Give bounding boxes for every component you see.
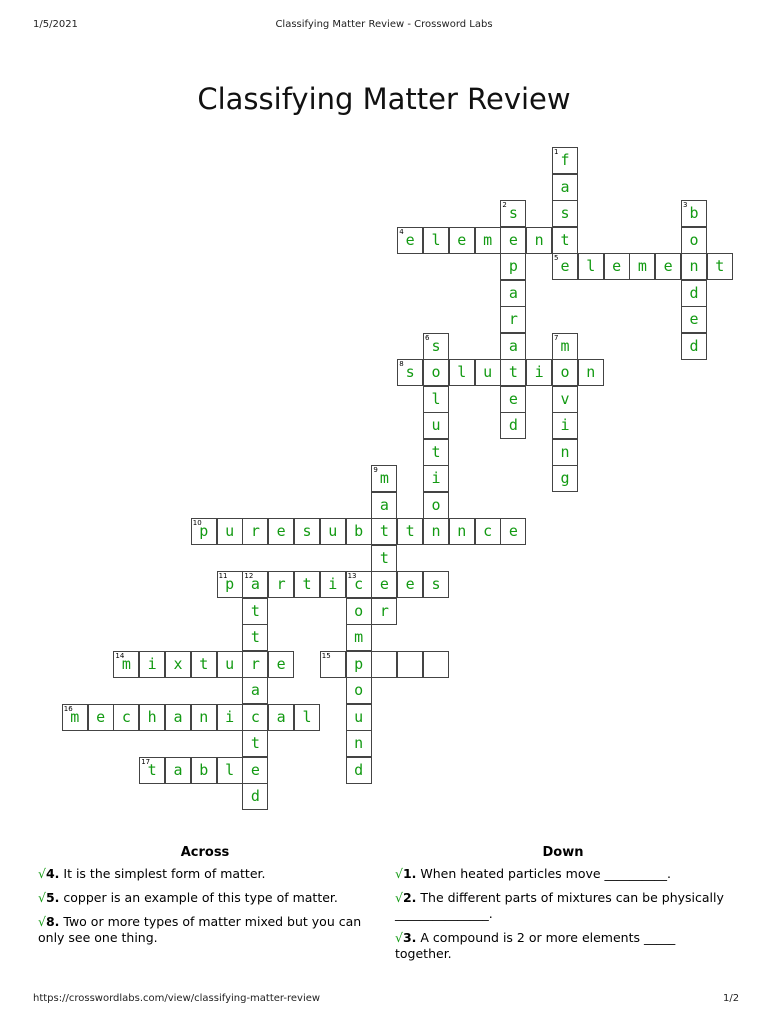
cell-letter: u xyxy=(354,707,364,726)
cell-letter: l xyxy=(431,389,441,408)
across-clues xyxy=(38,866,373,954)
crossword-cell[interactable] xyxy=(268,704,294,731)
crossword-cell[interactable] xyxy=(449,227,475,254)
cell-letter: i xyxy=(147,654,157,673)
crossword-cell[interactable] xyxy=(242,651,268,678)
crossword-cell[interactable] xyxy=(552,147,578,174)
cell-letter: c xyxy=(121,707,131,726)
crossword-cell[interactable] xyxy=(681,227,707,254)
crossword-cell[interactable] xyxy=(475,518,501,545)
crossword-cell[interactable] xyxy=(449,518,475,545)
cell-letter: e xyxy=(96,707,106,726)
across-heading: Across xyxy=(180,845,230,860)
cell-letter: s xyxy=(508,204,518,222)
cell-letter: t xyxy=(250,601,260,620)
cell-letter: d xyxy=(250,787,260,805)
cell-letter: i xyxy=(431,469,441,487)
crossword-cell[interactable] xyxy=(346,677,372,704)
crossword-cell[interactable] xyxy=(552,174,578,201)
cell-letter: t xyxy=(147,760,157,779)
crossword-cell[interactable] xyxy=(242,518,268,545)
clue-number-label: 2 xyxy=(502,201,507,209)
crossword-cell[interactable] xyxy=(242,571,268,598)
crossword-cell[interactable] xyxy=(217,757,243,784)
crossword-cell[interactable] xyxy=(371,571,397,598)
clue-text: It is the simplest form of matter. xyxy=(59,866,266,881)
cell-letter: s xyxy=(431,336,441,355)
crossword-cell[interactable] xyxy=(320,571,346,598)
cell-letter: e xyxy=(276,522,286,540)
cell-letter: m xyxy=(560,336,570,355)
crossword-cell[interactable] xyxy=(371,598,397,625)
crossword-cell[interactable] xyxy=(346,518,372,545)
clue-number-label: 16 xyxy=(63,704,73,713)
crossword-cell[interactable] xyxy=(423,492,449,519)
crossword-cell[interactable] xyxy=(552,386,578,413)
cell-letter: d xyxy=(689,336,699,355)
crossword-cell[interactable] xyxy=(113,651,139,678)
cell-letter: i xyxy=(225,707,235,726)
clue-number-label: 8 xyxy=(399,360,404,368)
cell-letter: e xyxy=(560,257,570,275)
cell-letter: a xyxy=(173,760,183,779)
footer-url: https://crosswordlabs.com/view/classifying-matter-review xyxy=(33,993,321,1004)
crossword-cell[interactable] xyxy=(139,651,165,678)
crossword-cell[interactable] xyxy=(500,359,526,386)
cell-letter: s xyxy=(302,522,312,540)
crossword-cell[interactable] xyxy=(242,730,268,757)
check-mark-icon: √ xyxy=(38,890,46,905)
cell-letter: l xyxy=(586,257,596,275)
crossword-cell[interactable] xyxy=(62,704,88,731)
crossword-cell[interactable] xyxy=(397,359,423,386)
cell-letter: p xyxy=(225,575,235,593)
cell-letter: m xyxy=(637,257,647,275)
cell-letter: c xyxy=(250,707,260,726)
clue-across-5 xyxy=(38,890,373,906)
crossword-cell[interactable] xyxy=(371,545,397,572)
crossword-cell[interactable] xyxy=(139,704,165,731)
cell-letter: o xyxy=(354,601,364,620)
footer-page-number: 1/2 xyxy=(723,993,740,1004)
clue-text: copper is an example of this type of matter. xyxy=(59,890,338,905)
crossword-cell[interactable] xyxy=(500,227,526,254)
crossword-cell[interactable] xyxy=(500,333,526,360)
cell-letter: t xyxy=(250,628,260,646)
cell-letter: b xyxy=(354,522,364,540)
check-mark-icon: √ xyxy=(395,890,403,905)
crossword-cell[interactable] xyxy=(681,253,707,280)
crossword-cell[interactable] xyxy=(423,333,449,360)
crossword-cell[interactable] xyxy=(242,783,268,810)
crossword-cell[interactable] xyxy=(423,518,449,545)
cell-letter: e xyxy=(689,310,699,328)
cell-letter: e xyxy=(508,389,518,408)
crossword-cell[interactable] xyxy=(552,253,578,280)
crossword-cell[interactable] xyxy=(371,492,397,519)
crossword-cell[interactable] xyxy=(346,571,372,598)
cell-letter: t xyxy=(302,575,312,593)
crossword-cell[interactable] xyxy=(681,306,707,333)
down-heading: Down xyxy=(542,845,584,860)
cell-letter: x xyxy=(173,654,183,673)
cell-letter: t xyxy=(560,230,570,249)
cell-letter: h xyxy=(147,707,157,726)
crossword-cell[interactable] xyxy=(500,200,526,227)
crossword-cell[interactable] xyxy=(552,465,578,492)
cell-letter: d xyxy=(508,416,518,434)
crossword-cell[interactable] xyxy=(294,704,320,731)
clue-number-label: 3 xyxy=(683,201,688,209)
crossword-cell[interactable] xyxy=(604,253,630,280)
crossword-cell[interactable] xyxy=(346,757,372,784)
cell-letter: u xyxy=(225,654,235,673)
cell-letter: b xyxy=(689,204,699,222)
clue-text: The different parts of mixtures can be physically _______________. xyxy=(395,890,724,921)
crossword-cell[interactable] xyxy=(371,465,397,492)
crossword-cell[interactable] xyxy=(113,704,139,731)
crossword-cell[interactable] xyxy=(346,624,372,651)
clue-number: 2. xyxy=(402,890,417,905)
clue-across-8 xyxy=(38,914,373,946)
clue-number: 5. xyxy=(45,890,60,905)
cell-letter: d xyxy=(354,760,364,779)
crossword-cell[interactable] xyxy=(500,518,526,545)
crossword-cell[interactable] xyxy=(475,359,501,386)
clue-number-label: 10 xyxy=(192,519,202,527)
cell-letter: t xyxy=(508,363,518,381)
cell-letter: l xyxy=(457,363,467,381)
cell-letter: n xyxy=(199,707,209,726)
crossword-cell[interactable] xyxy=(217,518,243,545)
crossword-cell[interactable] xyxy=(423,465,449,492)
crossword-cell[interactable] xyxy=(423,386,449,413)
crossword-cell[interactable] xyxy=(242,598,268,625)
clue-text: A compound is 2 or more elements _____ together. xyxy=(395,930,676,961)
crossword-cell[interactable] xyxy=(707,253,733,280)
crossword-cell[interactable] xyxy=(552,359,578,386)
crossword-cell[interactable] xyxy=(268,518,294,545)
cell-letter: u xyxy=(328,522,338,540)
cell-letter: g xyxy=(560,469,570,487)
clue-number-label: 14 xyxy=(115,651,125,660)
cell-letter: i xyxy=(560,416,570,434)
cell-letter: o xyxy=(431,495,441,514)
check-mark-icon: √ xyxy=(395,930,403,945)
cell-letter: p xyxy=(199,522,209,540)
cell-letter: e xyxy=(379,575,389,593)
crossword-cell[interactable] xyxy=(217,651,243,678)
clue-number-label: 13 xyxy=(347,572,357,580)
cell-letter: u xyxy=(225,522,235,540)
crossword-cell[interactable] xyxy=(242,704,268,731)
clue-number-label: 6 xyxy=(425,333,430,342)
clue-down-2 xyxy=(395,890,730,922)
clue-number-label: 9 xyxy=(373,466,378,474)
cell-letter: c xyxy=(483,522,493,540)
cell-letter: n xyxy=(457,522,467,540)
crossword-cell[interactable] xyxy=(449,359,475,386)
cell-letter: m xyxy=(70,707,80,726)
cell-letter: t xyxy=(405,522,415,540)
crossword-cell[interactable] xyxy=(217,571,243,598)
clue-number-label: 7 xyxy=(554,333,559,342)
cell-letter: t xyxy=(379,522,389,540)
cell-letter: i xyxy=(328,575,338,593)
crossword-cell[interactable] xyxy=(191,651,217,678)
cell-letter: m xyxy=(379,469,389,487)
cell-letter: o xyxy=(689,230,699,249)
crossword-cell[interactable] xyxy=(268,651,294,678)
crossword-cell[interactable] xyxy=(423,359,449,386)
crossword-cell[interactable] xyxy=(423,227,449,254)
clue-text: When heated particles move __________. xyxy=(416,866,672,881)
cell-letter: a xyxy=(379,495,389,514)
cell-letter: p xyxy=(508,257,518,275)
crossword-cell[interactable] xyxy=(423,651,449,678)
crossword-cell[interactable] xyxy=(346,651,372,678)
crossword-cell[interactable] xyxy=(242,677,268,704)
cell-letter: n xyxy=(560,442,570,461)
crossword-cell[interactable] xyxy=(552,412,578,439)
cell-letter: e xyxy=(663,257,673,275)
crossword-cell[interactable] xyxy=(578,359,604,386)
crossword-cell[interactable] xyxy=(320,651,346,678)
cell-letter: l xyxy=(431,230,441,249)
cell-letter: e xyxy=(276,654,286,673)
crossword-cell[interactable] xyxy=(397,571,423,598)
crossword-cell[interactable] xyxy=(320,518,346,545)
clue-number: 1. xyxy=(402,866,417,881)
cell-letter: u xyxy=(483,363,493,381)
crossword-cell[interactable] xyxy=(552,333,578,360)
cell-letter: r xyxy=(508,310,518,328)
cell-letter: d xyxy=(689,283,699,302)
cell-letter: t xyxy=(379,548,389,567)
crossword-cell[interactable] xyxy=(346,598,372,625)
crossword-cell[interactable] xyxy=(165,704,191,731)
cell-letter: f xyxy=(560,151,570,169)
cell-letter: e xyxy=(250,760,260,779)
page-title: Classifying Matter Review xyxy=(197,82,571,116)
crossword-cell[interactable] xyxy=(552,439,578,466)
crossword-cell[interactable] xyxy=(475,227,501,254)
crossword-cell[interactable] xyxy=(294,571,320,598)
crossword-cell[interactable] xyxy=(500,253,526,280)
clue-number-label: 1 xyxy=(554,148,559,156)
crossword-cell[interactable] xyxy=(423,571,449,598)
clue-across-4 xyxy=(38,866,373,882)
crossword-cell[interactable] xyxy=(217,704,243,731)
cell-letter: a xyxy=(508,283,518,302)
crossword-cell[interactable] xyxy=(165,757,191,784)
crossword-cell[interactable] xyxy=(268,571,294,598)
check-mark-icon: √ xyxy=(38,914,46,929)
cell-letter: a xyxy=(173,707,183,726)
cell-letter: l xyxy=(302,707,312,726)
cell-letter: a xyxy=(250,681,260,699)
clue-number-label: 5 xyxy=(554,254,559,262)
clue-text: Two or more types of matter mixed but you can only see one thing. xyxy=(38,914,362,945)
cell-letter: c xyxy=(354,575,364,593)
cell-letter: e xyxy=(508,230,518,249)
crossword-cell[interactable] xyxy=(165,651,191,678)
cell-letter: u xyxy=(431,416,441,434)
cell-letter: e xyxy=(508,522,518,540)
cell-letter: i xyxy=(534,363,544,381)
crossword-cell[interactable] xyxy=(423,412,449,439)
cell-letter: a xyxy=(250,575,260,593)
crossword-cell[interactable] xyxy=(629,253,655,280)
cell-letter: a xyxy=(508,336,518,355)
cell-letter: o xyxy=(560,363,570,381)
clue-number-label: 4 xyxy=(399,227,404,236)
clue-number-label: 15 xyxy=(321,651,331,660)
cell-letter: m xyxy=(354,628,364,646)
cell-letter: r xyxy=(250,654,260,673)
crossword-cell[interactable] xyxy=(552,227,578,254)
clue-number-label: 17 xyxy=(141,757,151,766)
header-doc-title: Classifying Matter Review - Crossword Labs xyxy=(275,19,493,30)
cell-letter: t xyxy=(199,654,209,673)
crossword-cell[interactable] xyxy=(526,359,552,386)
cell-letter: t xyxy=(715,257,725,275)
crossword-cell[interactable] xyxy=(191,704,217,731)
cell-letter: m xyxy=(483,230,493,249)
crossword-cell[interactable] xyxy=(500,306,526,333)
cell-letter: e xyxy=(457,230,467,249)
clue-number-label: 12 xyxy=(244,572,254,580)
cell-letter: s xyxy=(405,363,415,381)
crossword-cell[interactable] xyxy=(681,333,707,360)
crossword-cell[interactable] xyxy=(681,200,707,227)
cell-letter: n xyxy=(354,734,364,752)
down-clues xyxy=(395,866,730,970)
cell-letter: n xyxy=(689,257,699,275)
crossword-cell[interactable] xyxy=(397,651,423,678)
cell-letter: s xyxy=(560,204,570,222)
clue-number: 3. xyxy=(402,930,417,945)
cell-letter: e xyxy=(612,257,622,275)
cell-letter: o xyxy=(431,363,441,381)
clue-number: 8. xyxy=(45,914,60,929)
cell-letter: e xyxy=(405,230,415,249)
crossword-cell[interactable] xyxy=(191,757,217,784)
crossword-cell[interactable] xyxy=(578,253,604,280)
crossword-cell[interactable] xyxy=(88,704,114,731)
cell-letter: a xyxy=(560,177,570,196)
check-mark-icon: √ xyxy=(38,866,46,881)
crossword-cell[interactable] xyxy=(397,227,423,254)
crossword-cell[interactable] xyxy=(346,704,372,731)
check-mark-icon: √ xyxy=(395,866,403,881)
crossword-cell[interactable] xyxy=(526,227,552,254)
cell-letter: s xyxy=(431,575,441,593)
cell-letter: v xyxy=(560,389,570,408)
cell-letter: b xyxy=(199,760,209,779)
crossword-cell[interactable] xyxy=(294,518,320,545)
cell-letter: a xyxy=(276,707,286,726)
crossword-cell[interactable] xyxy=(552,200,578,227)
cell-letter: e xyxy=(405,575,415,593)
clue-number-label: 11 xyxy=(218,572,228,580)
cell-letter: t xyxy=(431,442,441,461)
crossword-cell[interactable] xyxy=(423,439,449,466)
clue-down-1 xyxy=(395,866,730,882)
cell-letter: l xyxy=(225,760,235,779)
header-date: 1/5/2021 xyxy=(33,19,78,30)
cell-letter: r xyxy=(379,601,389,620)
cell-letter: p xyxy=(354,654,364,673)
cell-letter: m xyxy=(121,654,131,673)
clue-down-3 xyxy=(395,930,730,962)
crossword-cell[interactable] xyxy=(371,651,397,678)
crossword-cell[interactable] xyxy=(242,624,268,651)
crossword-cell[interactable] xyxy=(397,518,423,545)
cell-letter: t xyxy=(250,734,260,752)
crossword-cell[interactable] xyxy=(139,757,165,784)
cell-letter: n xyxy=(431,522,441,540)
crossword-cell[interactable] xyxy=(371,518,397,545)
cell-letter: r xyxy=(276,575,286,593)
crossword-cell[interactable] xyxy=(346,730,372,757)
crossword-cell[interactable] xyxy=(191,518,217,545)
cell-letter: o xyxy=(354,681,364,699)
crossword-cell[interactable] xyxy=(681,280,707,307)
crossword-cell[interactable] xyxy=(655,253,681,280)
clue-number: 4. xyxy=(45,866,60,881)
cell-letter: r xyxy=(250,522,260,540)
crossword-cell[interactable] xyxy=(242,757,268,784)
crossword-cell[interactable] xyxy=(500,280,526,307)
cell-letter: n xyxy=(534,230,544,249)
crossword-cell[interactable] xyxy=(500,412,526,439)
crossword-cell[interactable] xyxy=(500,386,526,413)
cell-letter: n xyxy=(586,363,596,381)
